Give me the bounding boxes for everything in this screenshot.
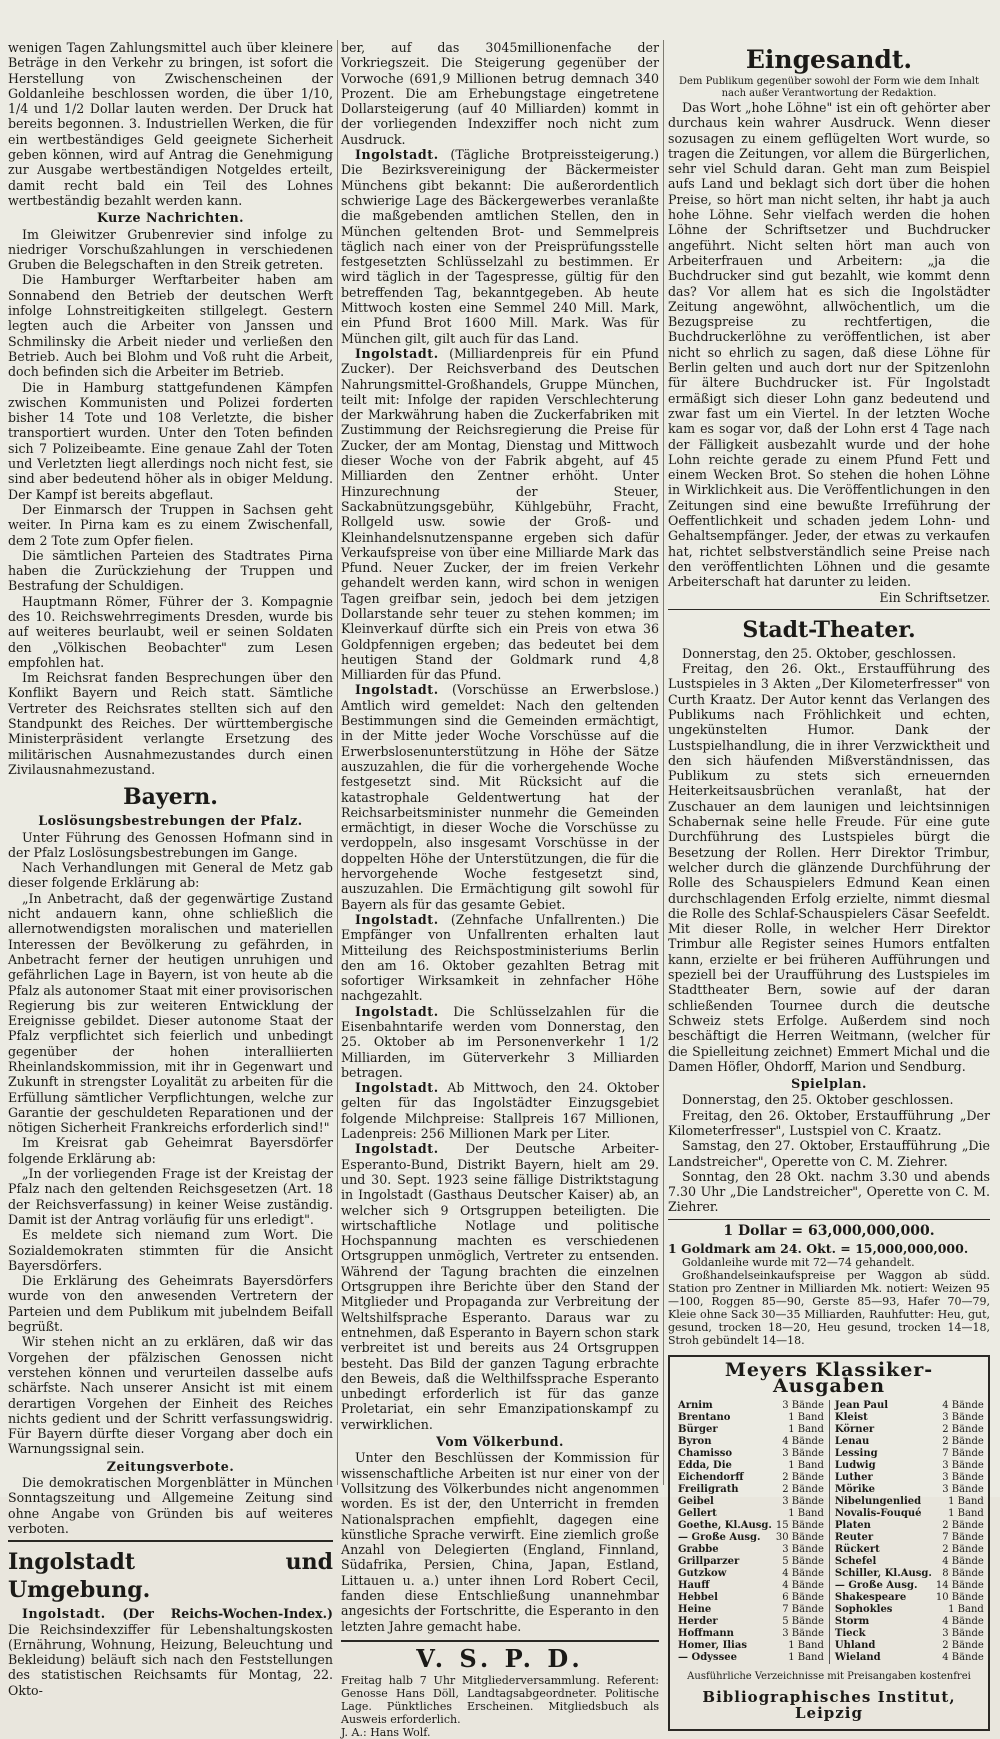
dateline: Ingolstadt. bbox=[355, 1080, 439, 1096]
ad-catalog-row bbox=[676, 1400, 986, 1412]
ad-author: Schiller, Kl.Ausg. bbox=[834, 1567, 932, 1579]
ad-catalog-row bbox=[676, 1592, 986, 1604]
party-notice-title: V. S. P. D. bbox=[416, 1643, 584, 1673]
ad-author: Reuter bbox=[834, 1531, 874, 1543]
ad-author: — Große Ausg. bbox=[678, 1531, 761, 1543]
ad-volumes: 6 Bände bbox=[774, 1592, 829, 1604]
ad-author: Bürger bbox=[678, 1423, 718, 1435]
column-right bbox=[668, 40, 990, 1731]
column-left bbox=[8, 40, 333, 1698]
dateline: Ingolstadt. bbox=[22, 1606, 106, 1622]
grain-prices: Großhandelseinkaufspreise per Waggon ab südd. Station pro Zentner in Milliarden Mk. notiert: Weizen 95—100, Roggen 85—90, Gerste 85—93, Hafer 70—79, Kleie ohne Sack 30—35 Milliarden, Rauhfutter: Heu, gut, gesund, trocken 18—20, Heu gesund, trocken 14—18, Stroh gebündelt 14—18. bbox=[668, 1269, 990, 1348]
article-subtitle: (Der Reichs-Wochen-Index.) bbox=[122, 1606, 333, 1622]
ad-author: Byron bbox=[678, 1435, 712, 1447]
news-item: Die Hamburger Werftarbeiter haben am Sonnabend den Betrieb der deutschen Werft infolge Lohnstreitigkeiten stillgelegt. Gestern legten auch die Arbeiter von Janssen und Schmilinsky die Arbeit nieder und verließen den Betrieb. Auch bei Blohm und Voß ruht die Arbeit, doch befinden sich die Arbeiter im Betrieb. bbox=[8, 272, 333, 380]
ad-volumes: 1 Band bbox=[948, 1495, 984, 1507]
ad-catalog-row bbox=[676, 1508, 986, 1520]
news-item: Der Einmarsch der Truppen in Sachsen geht weiter. In Pirna kam es zu einem Zwischenfall, dem 2 Tote zum Opfer fielen. bbox=[8, 501, 333, 548]
letter-text: Das Wort „hohe Löhne" ist ein oft gehörter aber durchaus kein wahrer Ausdruck. Wenn dieser sozusagen zu einem geflügelten Wort wurde, so tragen die Zeitungen, vor allem die Bürgerlichen, sehr viel Schuld daran. Geht man zum Beispiel aufs Land und beklagt sich dort über die hohen Preise, so hört man nicht selten, ihr habt ja auch hohe Löhne. Sehr vielfach werden die hohen Löhne der Schriftsetzer und Buchdrucker angeführt. Nicht selten hört man auch von Arbeiterfrauen und Arbeitern: „ja die Buchdrucker sind gut bezahlt, wie kommt denn das? Vor allem hat es sich die Ingolstädter Zeitung angewöhnt, allwöchentlich, um die Bezugspreise zu rechtfertigen, die Buchdruckerlöhne zu veröffentlichen, ist aber nicht so ehrlich zu sagen, daß diese Löhne für Berlin gelten und auch dort nur der Spitzenlohn für ältere Buchdrucker ist. Für Ingolstadt ermäßigt sich dieser Lohn ganz bedeutend und zwar fast um ein Viertel. In der letzten Woche kam es sogar vor, daß der Lohn erst 4 Tage nach der Fälligkeit ausbezahlt wurde und der hohe Lohn reichte gerade zu einem Pfund Fett und einem Wecken Brot. So stehen die hohen Löhne in Wirklichkeit aus. Die Veröffentlichungen in den Zeitungen sind eine bewußte Irreführung der Oeffentlichkeit und schaden jedem Lohn- und Gehaltsempfänger. Jeder, der etwas zu verkaufen hat, richtet selbstverständlich seine Preise nach den veröffentlichten Löhnen und die gesamte Arbeiterschaft hat darunter zu leiden. bbox=[668, 100, 990, 590]
ad-volumes: 4 Bände bbox=[942, 1651, 984, 1663]
ad-author: Eichendorff bbox=[678, 1471, 744, 1483]
ad-volumes: 14 Bände bbox=[935, 1579, 984, 1591]
ad-publisher: Bibliographisches Institut, Leipzig bbox=[702, 1688, 956, 1722]
schedule-item: Sonntag, den 28 Okt. nachm 3.30 und abends 7.30 Uhr „Die Landstreicher", Operette von C. M. Ziehrer. bbox=[668, 1168, 990, 1215]
paragraph: Nach Verhandlungen mit General de Metz gab dieser folgende Erklärung ab: bbox=[8, 860, 333, 891]
ad-volumes: 3 Bände bbox=[774, 1448, 829, 1460]
dateline: Ingolstadt. bbox=[355, 682, 439, 698]
ad-volumes: 1 Band bbox=[774, 1508, 829, 1520]
editorial-disclaimer: Dem Publikum gegenüber sowohl der Form wie dem Inhalt nach außer Verantwortung der Redaktion. bbox=[678, 76, 980, 99]
ad-catalog-row bbox=[676, 1652, 986, 1664]
ad-author: Hoffmann bbox=[678, 1627, 734, 1639]
section-heading-eingesandt: Eingesandt. bbox=[745, 45, 913, 74]
paragraph bbox=[341, 912, 659, 1004]
ad-volumes: 2 Bände bbox=[774, 1484, 829, 1496]
divider bbox=[668, 609, 990, 610]
section-heading-kurze-nachrichten: Kurze Nachrichten. bbox=[96, 210, 245, 226]
ad-volumes: 1 Band bbox=[774, 1424, 829, 1436]
ad-volumes: 2 Bände bbox=[942, 1519, 984, 1531]
paragraph bbox=[341, 682, 659, 911]
ad-author: Rückert bbox=[834, 1543, 880, 1555]
paragraph bbox=[8, 1606, 333, 1698]
news-item: Die sämtlichen Parteien des Stadtrates Pirna haben die Zurückziehung der Truppen und Bestrafung der Schuldigen. bbox=[8, 547, 333, 594]
ad-catalog-row bbox=[676, 1532, 986, 1544]
divider bbox=[8, 1540, 333, 1542]
article-text: (Zehnfache Unfallrenten.) Die Empfänger von Unfallrenten erhalten laut Mitteilung des Reichspostministeriums Berlin den am 16. Oktober gezahlten Betrag mit sofortiger Wirksamkeit in zehnfacher Höhe nachgezahlt. bbox=[341, 911, 659, 1004]
news-item: Im Reichsrat fanden Besprechungen über den Konflikt Bayern und Reich statt. Sämtliche Vertreter des Reichsrates stellten sich auf den Standpunkt des Reiches. Der württembergische Ministerpräsident verlangte Ersetzung des militärischen Ausnahmezustandes durch einen Zivilausnahmezustand. bbox=[8, 670, 333, 777]
ad-volumes: 4 Bände bbox=[774, 1568, 829, 1580]
ad-author: Hebbel bbox=[678, 1591, 718, 1603]
article-continuation: ber, auf das 3045millionenfache der Vorkriegszeit. Die Steigerung gegenüber der Vorwoche (691,9 Millionen betrug demnach 340 Prozent. Die am Erhebungstage eingetretene Dollarsteigerung (auf 40 Milliarden) kommt in der vorliegenden Indexziffer noch nicht zum Ausdruck. bbox=[341, 40, 659, 147]
news-item: Die in Hamburg stattgefundenen Kämpfen zwischen Kommunisten und Polizei forderten bisher 14 Tote und 108 Verletzte, die bisher transportiert wurden. Unter den Toten befinden sich 7 Polizeibeamte. Eine genaue Zahl der Toten und Verletzten liegt allerdings noch nicht fest, sie sind aber bedeutend höher als in obiger Meldung. Der Kampf ist bereits abgeflaut. bbox=[8, 379, 333, 502]
ad-author: Platen bbox=[834, 1519, 871, 1531]
ad-author: Grillparzer bbox=[678, 1555, 740, 1567]
ad-volumes: 3 Bände bbox=[774, 1496, 829, 1508]
ad-catalog-row bbox=[676, 1496, 986, 1508]
ad-author: Homer, Ilias bbox=[678, 1639, 747, 1651]
article-text: Die Reichsindexziffer für Lebenshaltungskosten (Ernährung, Wohnung, Heizung, Beleuchtung und Bekleidung) beläuft sich nach den Feststellungen des statistischen Reichsamts für Montag, 22. Okto- bbox=[8, 1621, 333, 1698]
ad-author: Luther bbox=[834, 1471, 873, 1483]
paragraph bbox=[341, 1080, 659, 1141]
paragraph: Im Kreisrat gab Geheimrat Bayersdörfer folgende Erklärung ab: bbox=[8, 1135, 333, 1166]
letter-signature: Ein Schriftsetzer. bbox=[879, 589, 990, 605]
ad-volumes: 2 Bände bbox=[942, 1423, 984, 1435]
ad-volumes: 7 Bände bbox=[942, 1447, 984, 1459]
ad-author: Goethe, Kl.Ausg. bbox=[678, 1519, 772, 1531]
article-text: Der Deutsche Arbeiter-Esperanto-Bund, Distrikt Bayern, hielt am 29. und 30. Sept. 1923 seine fällige Distriktstagung in Ingolstadt (Gasthaus Deutscher Kaiser) ab, an welcher sich 9 Ortsgruppen beteiligten. Die wirtschaftliche Notlage und politische Hochspannung machten es verschiedenen Ortsgruppen unmöglich, Vertreter zu entsenden. Während der Tagung brachten die einzelnen Ortsgruppen ihre Berichte über den Stand der Mitglieder und Propaganda zur Verbreitung der Weltshilfsprache Esperanto. Daraus war zu entnehmen, daß Esperanto in Bayern schon stark verbreitet ist und bereits aus 24 Ortsgruppen besteht. Das Bild der ganzen Tagung erbrachte den Beweis, daß die Welthilfssprache Esperanto unbedingt erforderlich ist für das ganze Proletariat, ein sehr Emanzipationskampf zu verwirklichen. bbox=[341, 1141, 659, 1432]
ad-author: Ludwig bbox=[834, 1459, 876, 1471]
paragraph: „In der vorliegenden Frage ist der Kreistag der Pfalz nach den geltenden Reichsgesetzen (Art. 18 der Reichsverfassung) in keiner Weise zuständig. Damit ist der Antrag vorläufig für uns erledigt". bbox=[8, 1166, 333, 1227]
ad-volumes: 2 Bände bbox=[942, 1435, 984, 1447]
ad-author: Wieland bbox=[834, 1651, 881, 1663]
ad-volumes: 3 Bände bbox=[774, 1544, 829, 1556]
party-notice-text: Freitag halb 7 Uhr Mitgliederversammlung. Referent: Genosse Hans Döll, Landtagsabgeordneter. Politische Lage. Pünktliches Erscheinen. Mitgliedsbuch als Ausweis erforderlich. bbox=[341, 1673, 659, 1726]
ad-volumes: 3 Bände bbox=[774, 1400, 829, 1412]
paragraph: Freitag, den 26. Okt., Erstaufführung des Lustspieles in 3 Akten „Der Kilometerfresser" von Curth Kraatz. Der Autor kennt das Verlangen des Publikums nach Fröhlichkeit und echten, ungekünstelten Humor. Dank der Lustspielhandlung, die in ihrer Verzwicktheit und den sich häufenden Mißverständnissen, das Publikum zu stets sich erneuernden Heiterkeitsausbrüchen veranlaßt, hat der Zuschauer an dem launigen und leichtsinnigen Schabernak seine helle Freude. Für eine gute Durchführung des Lustspieles bürgt die Besetzung der Rollen. Herr Direktor Trimbur, welcher durch die glänzende Durchführung der Rolle des Schauspielers Edmund Kean einen durchschlagenden Erfolg erzielte, nimmt diesmal die Rolle des Schlaf-Schauspielers Cäsar Seefeldt. Mit dieser Rolle, in welcher Herr Direktor Trimbur alle Register seines Humors entfalten kann, erzielte er bei früheren Aufführungen und speziell bei der Uraufführung des Lustspieles im Stadttheater Bern, sowie auf der daran schließenden Tournee durch die deutsche Schweiz stets Erfolge. Außerdem sind noch beschäftigt die Herren Weitmann, (welcher für die Spielleitung zeichnet) Emmert Michal und die Damen Höfler, Ohdorff, Marion und Sendburg. bbox=[668, 661, 990, 1074]
news-item: Im Gleiwitzer Grubenrevier sind infolge zu niedriger Vorschußzahlungen in verschiedenen Gruben die Belegschaften in den Streik getreten. bbox=[8, 226, 333, 273]
advertisement-meyers bbox=[668, 1355, 990, 1730]
paragraph: „In Anbetracht, daß der gegenwärtige Zustand nicht andauern kann, ohne schließlich die allernotwendigsten moralischen und materiellen Interessen der Bevölkerung zu gefährden, in Anbetracht ferner der heutigen unruhigen und gefährlichen Lage in Bayern, ist von heute ab die Pfalz als autonomer Staat mit einer provisorischen Regierung bis zur weiteren Entwicklung der Ereignisse gebildet. Dieser autonome Staat der Pfalz verpflichtet sich feierlich und unbedingt gegenüber der hohen interalliierten Rheinlandskommission, mit ihr in Gegenwart und Zukunft in strengster Loyalität zu arbeiten für die Erfüllung sämtlicher Verpflichtungen, welche zur Garantie der geschuldeten Reparationen und der nötigen Sicherheit Frankreichs erforderlich sind!" bbox=[8, 890, 333, 1136]
ad-catalog-table bbox=[676, 1400, 986, 1664]
ad-author: Hauff bbox=[678, 1579, 710, 1591]
ad-author: Mörike bbox=[834, 1483, 875, 1495]
ad-volumes: 3 Bände bbox=[942, 1483, 984, 1495]
ad-volumes: 4 Bände bbox=[774, 1580, 829, 1592]
ad-catalog-row bbox=[676, 1604, 986, 1616]
paragraph bbox=[341, 1004, 659, 1080]
ad-volumes: 4 Bände bbox=[774, 1436, 829, 1448]
ad-author: Shakespeare bbox=[834, 1591, 907, 1603]
ad-catalog-row bbox=[676, 1460, 986, 1472]
ad-author: Jean Paul bbox=[834, 1399, 889, 1411]
ad-volumes: 3 Bände bbox=[942, 1627, 984, 1639]
ad-author: Geibel bbox=[678, 1495, 714, 1507]
paragraph: Unter den Beschlüssen der Kommission für wissenschaftliche Arbeiten ist nur einer von der Vollsitzung des Völkerbundes nicht angenommen worden. Es ist der, den Unterricht in fremden Nationalsprachen empfiehlt, dagegen eine künstliche Sprache verwirft. Eine ziemlich große Anzahl von Delegierten (England, Finnland, Südafrika, Persien, China, Japan, Estland, Littauen u. a.) unter ihnen Lord Robert Cecil, fanden diese Entschließung unannehmbar angesichts der Fortschritte, die Esperanto in den letzten Jahre gemacht habe. bbox=[341, 1450, 659, 1634]
ad-author: Gellert bbox=[678, 1507, 717, 1519]
ad-volumes: 2 Bände bbox=[942, 1543, 984, 1555]
ad-author: Arnim bbox=[678, 1399, 713, 1411]
ad-volumes: 8 Bände bbox=[942, 1567, 984, 1579]
ad-catalog-row bbox=[676, 1640, 986, 1652]
ad-author: — Große Ausg. bbox=[834, 1579, 918, 1591]
paragraph: Unter Führung des Genossen Hofmann sind in der Pfalz Loslösungsbestrebungen im Gange. bbox=[8, 829, 333, 860]
ad-catalog-row bbox=[676, 1484, 986, 1496]
schedule-item: Donnerstag, den 25. Oktober geschlossen. bbox=[682, 1092, 954, 1108]
goldmark-rate: 1 Goldmark am 24. Okt. = 15,000,000,000. bbox=[668, 1241, 969, 1257]
ad-catalog-row bbox=[676, 1556, 986, 1568]
ad-catalog-row bbox=[676, 1448, 986, 1460]
ad-author: Novalis-Fouqué bbox=[834, 1507, 922, 1519]
dateline: Ingolstadt. bbox=[355, 147, 439, 163]
ad-title: Meyers Klassiker-Ausgaben bbox=[724, 1359, 934, 1397]
schedule-item: Samstag, den 27. Oktober, Erstaufführung „Die Landstreicher", Operette von C. M. Ziehrer. bbox=[668, 1138, 990, 1169]
ad-volumes: 3 Bände bbox=[774, 1628, 829, 1640]
ad-catalog-row bbox=[676, 1520, 986, 1532]
dateline: Ingolstadt. bbox=[355, 911, 439, 927]
ad-volumes: 7 Bände bbox=[774, 1604, 829, 1616]
dateline: Ingolstadt. bbox=[355, 345, 439, 361]
ad-author: Tieck bbox=[834, 1627, 866, 1639]
ad-author: Brentano bbox=[678, 1411, 731, 1423]
ad-catalog-row bbox=[676, 1616, 986, 1628]
ad-volumes: 1 Band bbox=[774, 1460, 829, 1472]
schedule-item: Freitag, den 26. Oktober, Erstaufführung „Der Kilometerfresser", Lustspiel von C. Kraatz. bbox=[668, 1107, 990, 1138]
paragraph: Die Erklärung des Geheimrats Bayersdörfers wurde von den anwesenden Vertretern der Parteien und dem Publikum mit jubelndem Beifall begrüßt. bbox=[8, 1273, 333, 1335]
ad-volumes: 1 Band bbox=[948, 1507, 984, 1519]
ad-catalog-row bbox=[676, 1568, 986, 1580]
subheading-pfalz: Loslösungsbestrebungen der Pfalz. bbox=[38, 813, 303, 829]
article-text: Ab Mittwoch, den 24. Oktober gelten für das Ingolstädter Einzugsgebiet folgende Milchpreise: Stallpreis 167 Millionen, Ladenpreis: 256 Millionen Mark per Liter. bbox=[341, 1080, 659, 1142]
paragraph bbox=[341, 147, 659, 346]
section-heading-ingolstadt: Ingolstadt und Umgebung. bbox=[8, 1549, 333, 1604]
gold-note: Goldanleihe wurde mit 72—74 gehandelt. bbox=[682, 1256, 915, 1270]
ad-author: Gutzkow bbox=[678, 1567, 727, 1579]
ad-author: Freiligrath bbox=[678, 1483, 739, 1495]
paragraph bbox=[341, 346, 659, 683]
ad-volumes: 4 Bände bbox=[942, 1399, 984, 1411]
ad-author: Chamisso bbox=[678, 1447, 733, 1459]
article-text: (Tägliche Brotpreissteigerung.) Die Bezirksvereinigung der Bäckermeister Münchens gibt bekannt: Die außerordentlich schwierige Lage des Bäckergewerbes veranlaßte die maßgebenden amtlichen Stellen, den in München geltenden Brot- und Semmelpreis täglich nach einer von der Preisprüfungsstelle festgesetzten Schlüsselzahl zu bestimmen. Er wird täglich in der Tagespresse, gültig für den betreffenden Tag, bekanntgegeben. Ab heute Mittwoch kosten eine Semmel 240 Mill. Mark, ein Pfund Brot 1600 Mill. Mark. Was für München gilt, gilt auch für das Land. bbox=[341, 147, 659, 346]
ad-author: Heine bbox=[678, 1603, 712, 1615]
column-rule bbox=[663, 40, 664, 1485]
ad-author: Körner bbox=[834, 1423, 875, 1435]
article-text: (Vorschüsse an Erwerbslose.) Amtlich wird gemeldet: Nach den geltenden Bestimmungen sind die Gemeinden ermächtigt, in der Mitte jeder Woche Vorschüsse auf die Erwerbslosenunterstützung in Höhe der Sätze auszuzahlen, die für die vorhergehende Woche festgesetzt sind. Mit Rücksicht auf die katastrophale Geldentwertung hat der Reichsarbeitsminister nunmehr die Gemeinden ermächtigt, in dieser Woche die Vorschüsse zu verdoppeln, also insgesamt Vorschüsse in der doppelten Höhe der Unterstützungen, die für die hervorgehende Woche festgesetzt sind, auszuzahlen. Die Ermächtigung gilt sowohl für Bayern als für das gesamte Gebiet. bbox=[341, 682, 659, 912]
paragraph: Wir stehen nicht an zu erklären, daß wir das Vorgehen der pfälzischen Genossen nicht verstehen können und verurteilen dasselbe aufs schärfste. Nach unserer Ansicht ist mit einem derartigen Vorgehen der Einheit des Reiches nichts gedient und der Schritt verfassungswidrig. Für Bayern dürfte dieser Vorgang aber doch ein Warnungssignal sein. bbox=[8, 1334, 333, 1457]
ad-volumes: 15 Bände bbox=[774, 1520, 829, 1532]
news-item: Hauptmann Römer, Führer der 3. Kompagnie des 10. Reichswehrregiments Dresden, wurde bis auf weiteres beurlaubt, weil er seinen Soldaten den „Völkischen Beobachter" zum Lesen empfohlen hat. bbox=[8, 593, 333, 670]
ad-volumes: 2 Bände bbox=[942, 1639, 984, 1651]
ad-volumes: 5 Bände bbox=[774, 1556, 829, 1568]
ad-catalog-row bbox=[676, 1472, 986, 1484]
subheading-voelkerbund: Vom Völkerbund. bbox=[436, 1434, 564, 1450]
ad-volumes: 10 Bände bbox=[935, 1591, 984, 1603]
ad-note: Ausführliche Verzeichnisse mit Preisangaben kostenfrei bbox=[687, 1670, 971, 1682]
ad-volumes: 1 Band bbox=[948, 1603, 984, 1615]
ad-volumes: 1 Band bbox=[774, 1412, 829, 1424]
ad-catalog-row bbox=[676, 1628, 986, 1640]
subheading-spielplan: Spielplan. bbox=[791, 1076, 867, 1092]
ad-volumes: 4 Bände bbox=[942, 1615, 984, 1627]
ad-author: Edda, Die bbox=[678, 1459, 732, 1471]
ad-volumes: 3 Bände bbox=[942, 1459, 984, 1471]
section-heading-stadt-theater: Stadt-Theater. bbox=[742, 616, 916, 643]
ad-author: Storm bbox=[834, 1615, 870, 1627]
party-notice-signature: J. A.: Hans Wolf. bbox=[341, 1725, 431, 1739]
ad-volumes: 3 Bände bbox=[942, 1471, 984, 1483]
article-text: (Milliardenpreis für ein Pfund Zucker). Der Reichsverband des Deutschen Nahrungsmittel-Großhandels, Gruppe München, teilt mit: Infolge der rapiden Verschlechterung der Markwährung haben die Zuckerfabriken mit Zustimmung der Reichsregierung die Preise für Zucker, der am Montag, Dienstag und Mittwoch dieser Woche von der Fabrik abgeht, auf 45 Milliarden den Zentner erhöht. Unter Hinzurechnung der Steuer, Sackabnützungsgebühr, Kühlgebühr, Fracht, Rollgeld usw. sowie der Groß- und Kleinhandelsnutzenspanne ergeben sich dafür Verkaufspreise von über eine Milliarde Mark das Pfund. Neuer Zucker, der im freien Verkehr gehandelt werden kann, wird schon in wenigen Tagen greifbar sein, jedoch bei dem jetzigen Dollarstande sehr teuer zu stehen kommen; im Kleinverkauf dürfte sich ein Preis von etwa 36 Goldpfennigen ergeben; das bedeutet bei dem heutigen Stand der Goldmark rund 4,8 Milliarden für das Pfund. bbox=[341, 345, 659, 683]
subheading-zeitungsverbote: Zeitungsverbote. bbox=[106, 1458, 235, 1474]
paragraph: Es meldete sich niemand zum Wort. Die Sozialdemokraten stimmten für die Ansicht Bayersdörfers. bbox=[8, 1227, 333, 1273]
ad-author: Kleist bbox=[834, 1411, 868, 1423]
column-rule bbox=[337, 40, 338, 1485]
ad-author: Lenau bbox=[834, 1435, 870, 1447]
column-middle bbox=[341, 40, 659, 1739]
dateline: Ingolstadt. bbox=[355, 1003, 439, 1019]
ad-volumes: 5 Bände bbox=[774, 1616, 829, 1628]
ad-catalog-row bbox=[676, 1424, 986, 1436]
ad-volumes: 2 Bände bbox=[774, 1472, 829, 1484]
ad-volumes: 1 Band bbox=[774, 1652, 829, 1664]
ad-author: Nibelungenlied bbox=[834, 1495, 922, 1507]
ad-volumes: 7 Bände bbox=[942, 1531, 984, 1543]
ad-catalog-row bbox=[676, 1412, 986, 1424]
ad-author: — Odyssee bbox=[678, 1651, 737, 1663]
article-text: Die Schlüsselzahlen für die Eisenbahntarife werden vom Donnerstag, den 25. Oktober ab im Personenverkehr 1 1/2 Milliarden, im Güterverkehr 3 Milliarden betragen. bbox=[341, 1003, 659, 1080]
dollar-rate: 1 Dollar = 63,000,000,000. bbox=[723, 1222, 935, 1239]
paragraph: Donnerstag, den 25. Oktober, geschlossen. bbox=[682, 645, 957, 661]
ad-volumes: 4 Bände bbox=[942, 1555, 984, 1567]
ad-catalog-row bbox=[676, 1544, 986, 1556]
ad-volumes: 3 Bände bbox=[942, 1411, 984, 1423]
ad-catalog-row bbox=[676, 1436, 986, 1448]
dateline: Ingolstadt. bbox=[355, 1141, 439, 1157]
paragraph bbox=[341, 1141, 659, 1432]
article-continuation: wenigen Tagen Zahlungsmittel auch über kleinere Beträge in den Verkehr zu bringen, ist sofort die Herstellung von Zwischenscheinen der Goldanleihe beschlossen worden, die über 1/10, 1/4 und 1/2 Dollar lauten werden. Der Druck hat bereits begonnen. 3. Industriellen Werken, die für ein wertbeständiges Geld geeignete Sicherheit geben können, wird auf Antrag die Genehmigung zur Ausgabe wertbeständigen Notgeldes erteilt, damit recht bald ein Teil des Lohnes wertbeständig bezahlt werden kann. bbox=[8, 40, 333, 208]
ad-author: Herder bbox=[678, 1615, 718, 1627]
ad-author: Uhland bbox=[834, 1639, 876, 1651]
ad-author: Lessing bbox=[834, 1447, 878, 1459]
ad-author: Sophokles bbox=[834, 1603, 893, 1615]
ad-volumes: 1 Band bbox=[774, 1640, 829, 1652]
paragraph: Die demokratischen Morgenblätter in München Sonntagszeitung und Allgemeine Zeitung sind ohne Angabe von Gründen bis auf weiteres verboten. bbox=[8, 1475, 333, 1536]
divider bbox=[668, 1219, 990, 1220]
party-notice bbox=[341, 1640, 659, 1739]
ad-author: Schefel bbox=[834, 1555, 877, 1567]
ad-catalog-row bbox=[676, 1580, 986, 1592]
ad-author: Grabbe bbox=[678, 1543, 719, 1555]
section-heading-bayern: Bayern. bbox=[123, 784, 218, 811]
ad-volumes: 30 Bände bbox=[774, 1532, 829, 1544]
